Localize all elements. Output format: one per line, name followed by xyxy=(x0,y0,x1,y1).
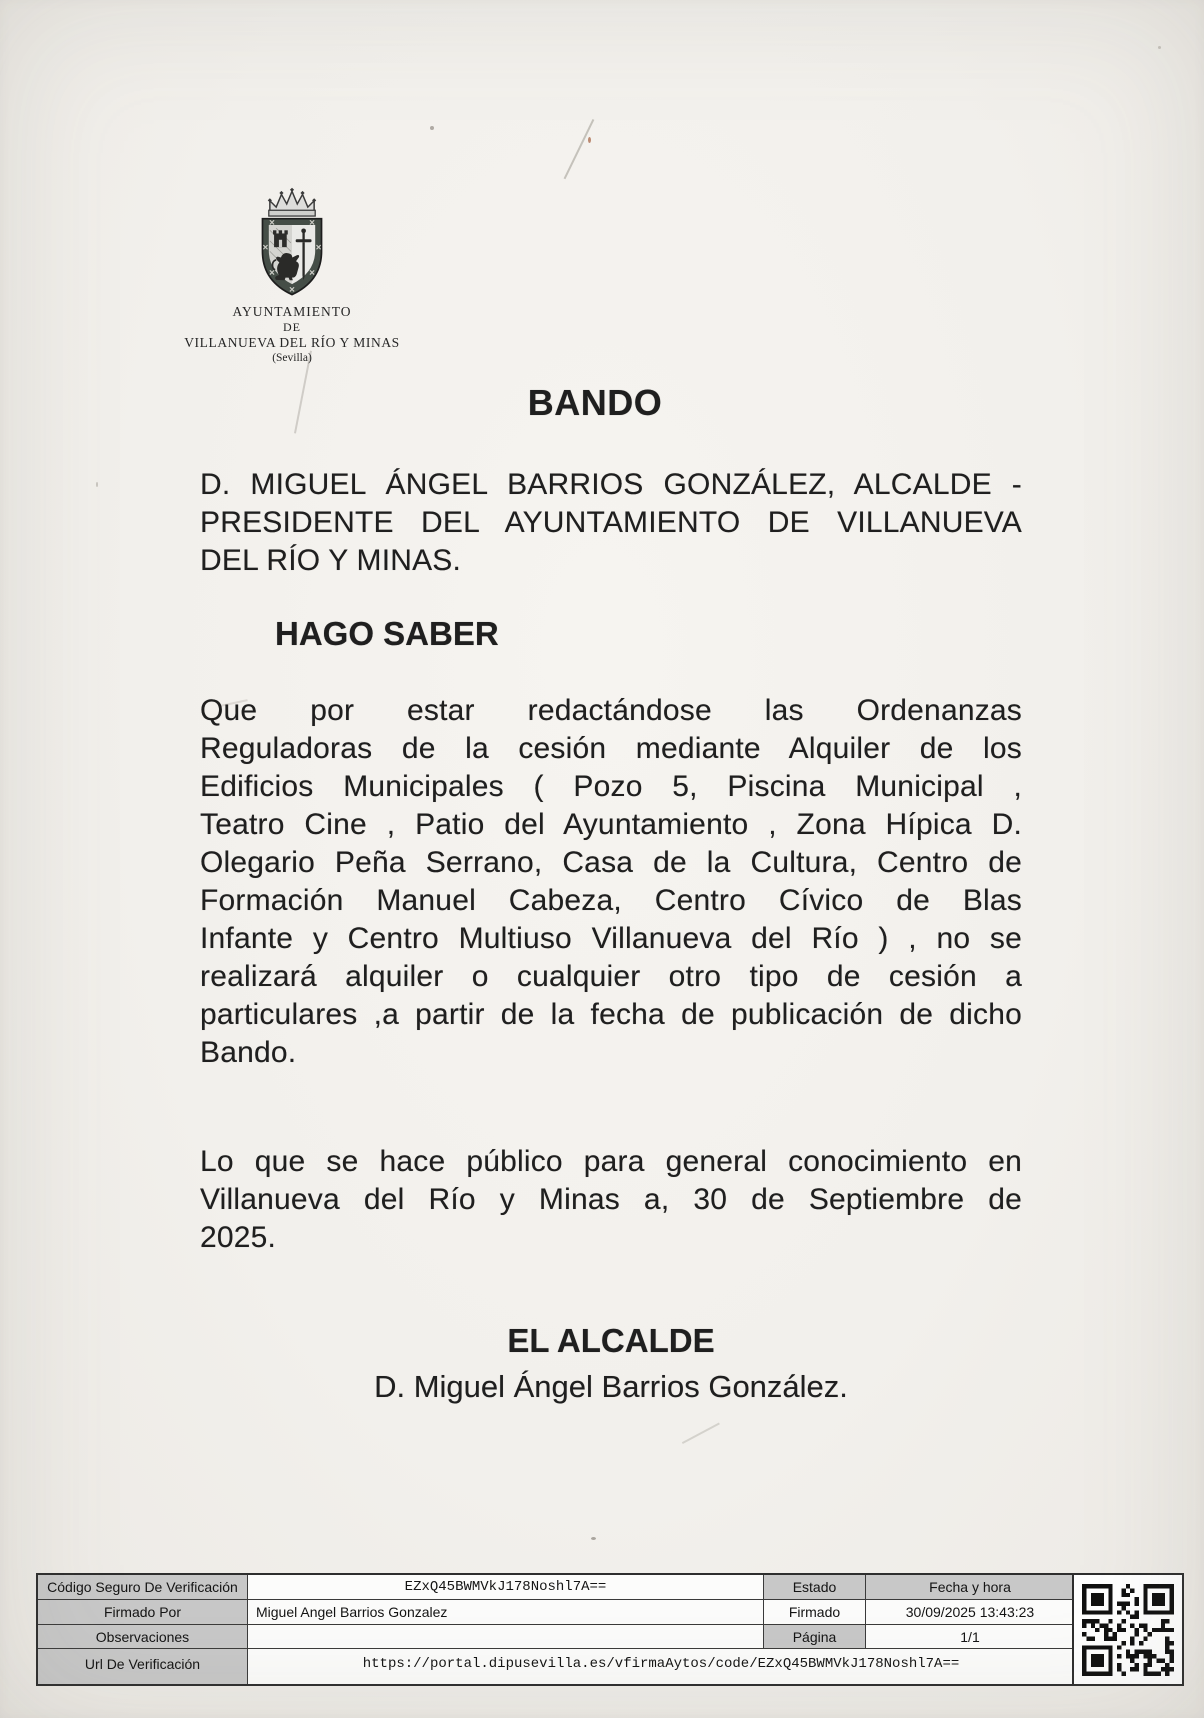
fecha-value: 30/09/2025 13:43:23 xyxy=(866,1600,1074,1625)
body-paragraph xyxy=(200,692,1022,1072)
signature-role: EL ALCALDE xyxy=(507,1322,715,1359)
text-line: D. MIGUEL ÁNGEL BARRIOS GONZÁLEZ, ALCALDE - xyxy=(200,468,1022,501)
scan-scratch xyxy=(682,1422,720,1443)
url-value: https://portal.dipusevilla.es/vfirmaAytos/code/EZxQ45BWMVkJ178Noshl7A== xyxy=(362,1656,960,1672)
firmado-label: Firmado Por xyxy=(38,1600,248,1625)
text-line: PRESIDENTE DEL AYUNTAMIENTO DE VILLANUEVA xyxy=(200,506,1022,539)
firmado-value: Miguel Angel Barrios Gonzalez xyxy=(248,1600,764,1625)
observaciones-label: Observaciones xyxy=(38,1625,248,1649)
url-label: Url De Verificación xyxy=(38,1649,248,1684)
logo-caption-line: DE xyxy=(283,319,301,334)
fecha-label: Fecha y hora xyxy=(866,1575,1074,1600)
text-line: Olegario Peña Serrano, Casa de la Cultura, Centro de xyxy=(200,846,1022,879)
csv-label: Código Seguro De Verificación xyxy=(38,1575,248,1600)
scan-scratch xyxy=(564,119,594,179)
csv-value: EZxQ45BWMVkJ178Noshl7A== xyxy=(248,1575,764,1600)
text-line: DEL RÍO Y MINAS. xyxy=(200,544,462,577)
text-line: realizará alquiler o cualquier otro tipo de cesión a xyxy=(200,960,1022,993)
observaciones-value xyxy=(248,1625,764,1649)
scan-speck xyxy=(96,482,98,487)
intro-paragraph xyxy=(200,466,1022,580)
logo-caption-line: (Sevilla) xyxy=(272,351,312,364)
estado-value: Firmado xyxy=(764,1600,866,1625)
text-line: 2025. xyxy=(200,1221,277,1254)
municipal-logo xyxy=(167,186,417,366)
scan-speck xyxy=(591,1537,596,1540)
text-line: Bando. xyxy=(200,1036,297,1069)
estado-label: Estado xyxy=(764,1575,866,1600)
text-line: Reguladoras de la cesión mediante Alquiler de los xyxy=(200,732,1022,765)
coat-of-arms-icon xyxy=(244,186,340,302)
logo-caption xyxy=(167,304,417,366)
qr-code xyxy=(1082,1584,1174,1676)
logo-caption-line: AYUNTAMIENTO xyxy=(232,304,352,319)
verification-table xyxy=(36,1573,1076,1686)
closing-paragraph xyxy=(200,1143,1022,1257)
document-title: BANDO xyxy=(527,382,663,423)
signature-name: D. Miguel Ángel Barrios González. xyxy=(374,1369,848,1404)
pagina-label: Página xyxy=(764,1625,866,1649)
logo-caption-line: VILLANUEVA DEL RÍO Y MINAS xyxy=(184,335,400,350)
text-line: Infante y Centro Multiuso Villanueva del Río ) , no se xyxy=(200,922,1022,955)
scan-speck xyxy=(430,126,434,130)
text-line: Formación Manuel Cabeza, Centro Cívico de Blas xyxy=(200,884,1022,917)
scan-speck xyxy=(1158,46,1161,49)
text-line: Edificios Municipales ( Pozo 5, Piscina Municipal , xyxy=(200,770,1022,803)
text-line: Villanueva del Río y Minas a, 30 de Septiembre de xyxy=(200,1183,1022,1216)
qr-box xyxy=(1072,1573,1184,1686)
scan-speck xyxy=(588,137,591,143)
pagina-value: 1/1 xyxy=(866,1625,1074,1649)
text-line: Teatro Cine , Patio del Ayuntamiento , Zona Hípica D. xyxy=(200,808,1022,841)
text-line: Que por estar redactándose las Ordenanzas xyxy=(200,694,1022,727)
subheading: HAGO SABER xyxy=(275,615,499,652)
text-line: particulares ,a partir de la fecha de publicación de dicho xyxy=(200,998,1022,1031)
text-line: Lo que se hace público para general conocimiento en xyxy=(200,1145,1022,1178)
